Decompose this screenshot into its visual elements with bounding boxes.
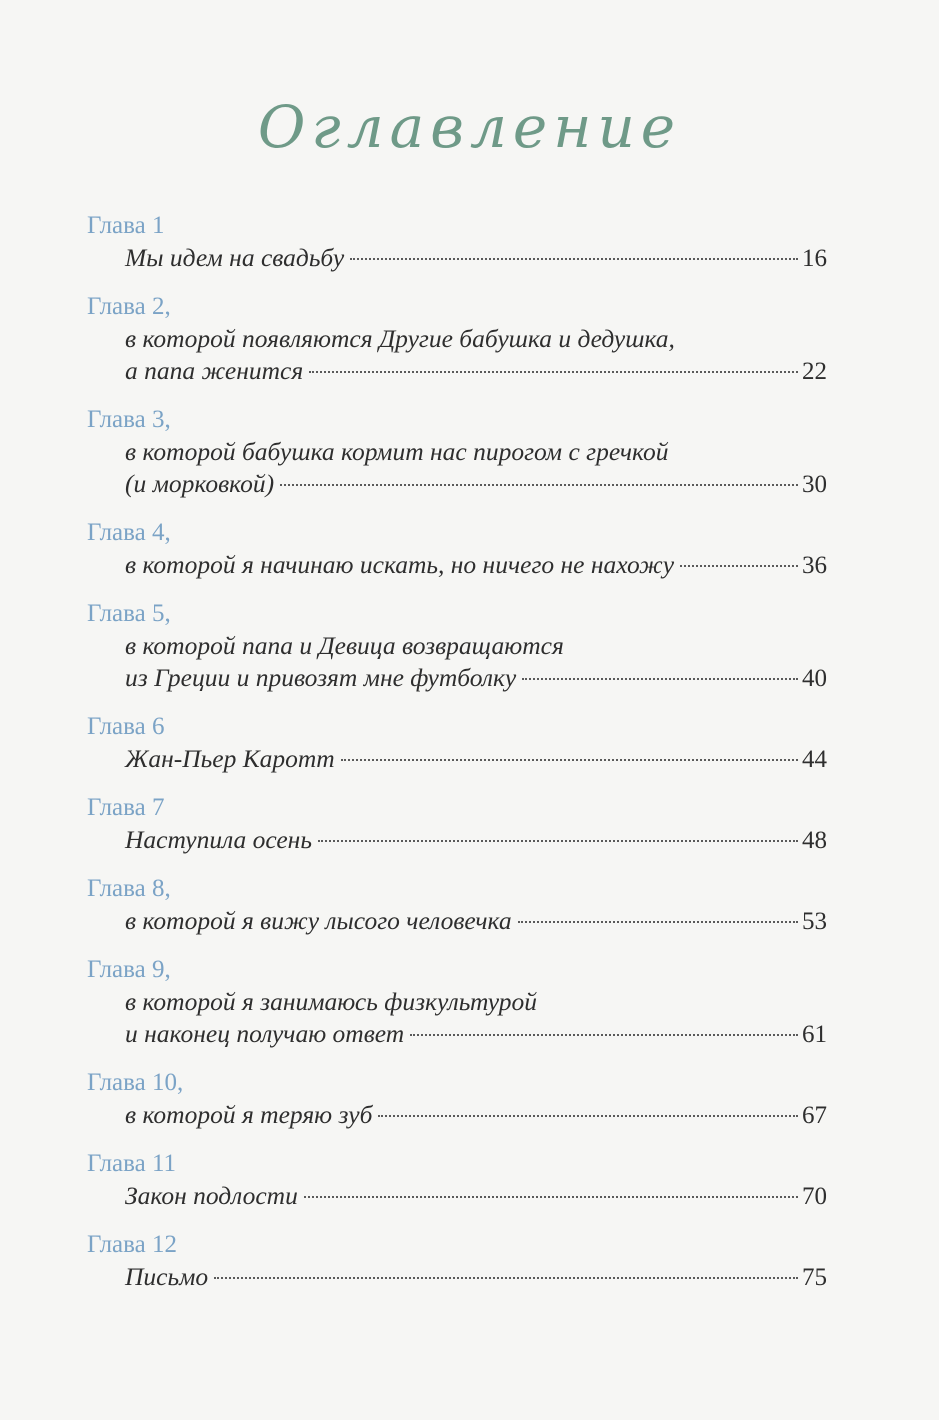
chapter-title-text: Жан-Пьер Каротт bbox=[125, 744, 335, 773]
chapter-title-line bbox=[125, 1099, 827, 1132]
page-number: 75 bbox=[802, 1264, 827, 1291]
page-number: 44 bbox=[802, 746, 827, 773]
dot-leader bbox=[410, 1034, 798, 1036]
chapter-label: Глава 11 bbox=[87, 1150, 177, 1177]
chapter-title-text: в которой я теряю зуб bbox=[125, 1100, 373, 1129]
toc-entry bbox=[87, 873, 827, 938]
page-number: 53 bbox=[802, 908, 827, 935]
chapter-title-line bbox=[125, 355, 827, 388]
chapter-title-text: Мы идем на свадьбу bbox=[125, 243, 345, 272]
chapter-label: Глава 6 bbox=[87, 713, 165, 740]
page-number: 16 bbox=[802, 245, 827, 272]
chapter-title-line bbox=[125, 323, 827, 355]
chapter-label: Глава 3, bbox=[87, 406, 171, 433]
chapter-label: Глава 5, bbox=[87, 600, 171, 627]
chapter-title-text: Письмо bbox=[125, 1262, 209, 1291]
chapter-title-text: а папа женится bbox=[125, 356, 304, 385]
chapter-title-line bbox=[125, 436, 827, 468]
toc-entry bbox=[87, 1067, 827, 1132]
toc-entry bbox=[87, 711, 827, 776]
dot-leader bbox=[214, 1277, 798, 1279]
page-number: 36 bbox=[802, 552, 827, 579]
chapter-title-line bbox=[125, 1180, 827, 1213]
page-number: 70 bbox=[802, 1183, 827, 1210]
chapter-label: Глава 1 bbox=[87, 212, 165, 239]
toc-entry bbox=[87, 1229, 827, 1294]
table-of-contents bbox=[87, 210, 827, 1310]
page-title: Оглавление bbox=[257, 93, 682, 161]
chapter-title-line bbox=[125, 662, 827, 695]
chapter-title-line bbox=[125, 1261, 827, 1294]
toc-entry bbox=[87, 517, 827, 582]
chapter-title-text: (и морковкой) bbox=[125, 469, 275, 498]
toc-entry bbox=[87, 792, 827, 857]
chapter-title-line bbox=[125, 743, 827, 776]
chapter-label: Глава 9, bbox=[87, 956, 171, 983]
toc-entry bbox=[87, 291, 827, 388]
chapter-label: Глава 8, bbox=[87, 875, 171, 902]
chapter-title-line bbox=[125, 905, 827, 938]
chapter-label: Глава 10, bbox=[87, 1069, 184, 1096]
chapter-title-line bbox=[125, 549, 827, 582]
chapter-title-line bbox=[125, 986, 827, 1018]
dot-leader bbox=[350, 258, 798, 260]
dot-leader bbox=[318, 840, 798, 842]
chapter-title-line bbox=[125, 468, 827, 501]
chapter-label: Глава 2, bbox=[87, 293, 171, 320]
chapter-title-text: из Греции и привозят мне футболку bbox=[125, 663, 517, 692]
dot-leader bbox=[341, 759, 798, 761]
page-number: 61 bbox=[802, 1021, 827, 1048]
toc-entry bbox=[87, 1148, 827, 1213]
dot-leader bbox=[280, 484, 798, 486]
dot-leader bbox=[522, 678, 798, 680]
chapter-title-text: и наконец получаю ответ bbox=[125, 1019, 405, 1048]
page-number: 40 bbox=[802, 665, 827, 692]
chapter-title-text: в которой я вижу лысого человечка bbox=[125, 906, 512, 935]
chapter-title-text: в которой я занимаюсь физкультурой bbox=[125, 987, 537, 1016]
chapter-label: Глава 4, bbox=[87, 519, 171, 546]
page-number: 22 bbox=[802, 358, 827, 385]
chapter-title-line bbox=[125, 242, 827, 275]
chapter-title-text: Наступила осень bbox=[125, 825, 312, 854]
dot-leader bbox=[309, 371, 798, 373]
toc-entry bbox=[87, 404, 827, 501]
chapter-title-text: в которой я начинаю искать, но ничего не нахожу bbox=[125, 550, 675, 579]
chapter-title-text: Закон подлости bbox=[125, 1181, 298, 1210]
chapter-title-text: в которой папа и Девица возвращаются bbox=[125, 631, 564, 660]
chapter-title-line bbox=[125, 824, 827, 857]
toc-entry bbox=[87, 598, 827, 695]
toc-entry bbox=[87, 210, 827, 275]
chapter-label: Глава 12 bbox=[87, 1231, 177, 1258]
chapter-title-text: в которой появляются Другие бабушка и дедушка, bbox=[125, 324, 675, 353]
dot-leader bbox=[304, 1196, 798, 1198]
dot-leader bbox=[518, 921, 798, 923]
chapter-title-text: в которой бабушка кормит нас пирогом с гречкой bbox=[125, 437, 669, 466]
chapter-title-line bbox=[125, 630, 827, 662]
page-number: 30 bbox=[802, 471, 827, 498]
dot-leader bbox=[680, 565, 798, 567]
page-number: 67 bbox=[802, 1102, 827, 1129]
dot-leader bbox=[378, 1115, 798, 1117]
toc-entry bbox=[87, 954, 827, 1051]
chapter-title-line bbox=[125, 1018, 827, 1051]
chapter-label: Глава 7 bbox=[87, 794, 165, 821]
page-number: 48 bbox=[802, 827, 827, 854]
